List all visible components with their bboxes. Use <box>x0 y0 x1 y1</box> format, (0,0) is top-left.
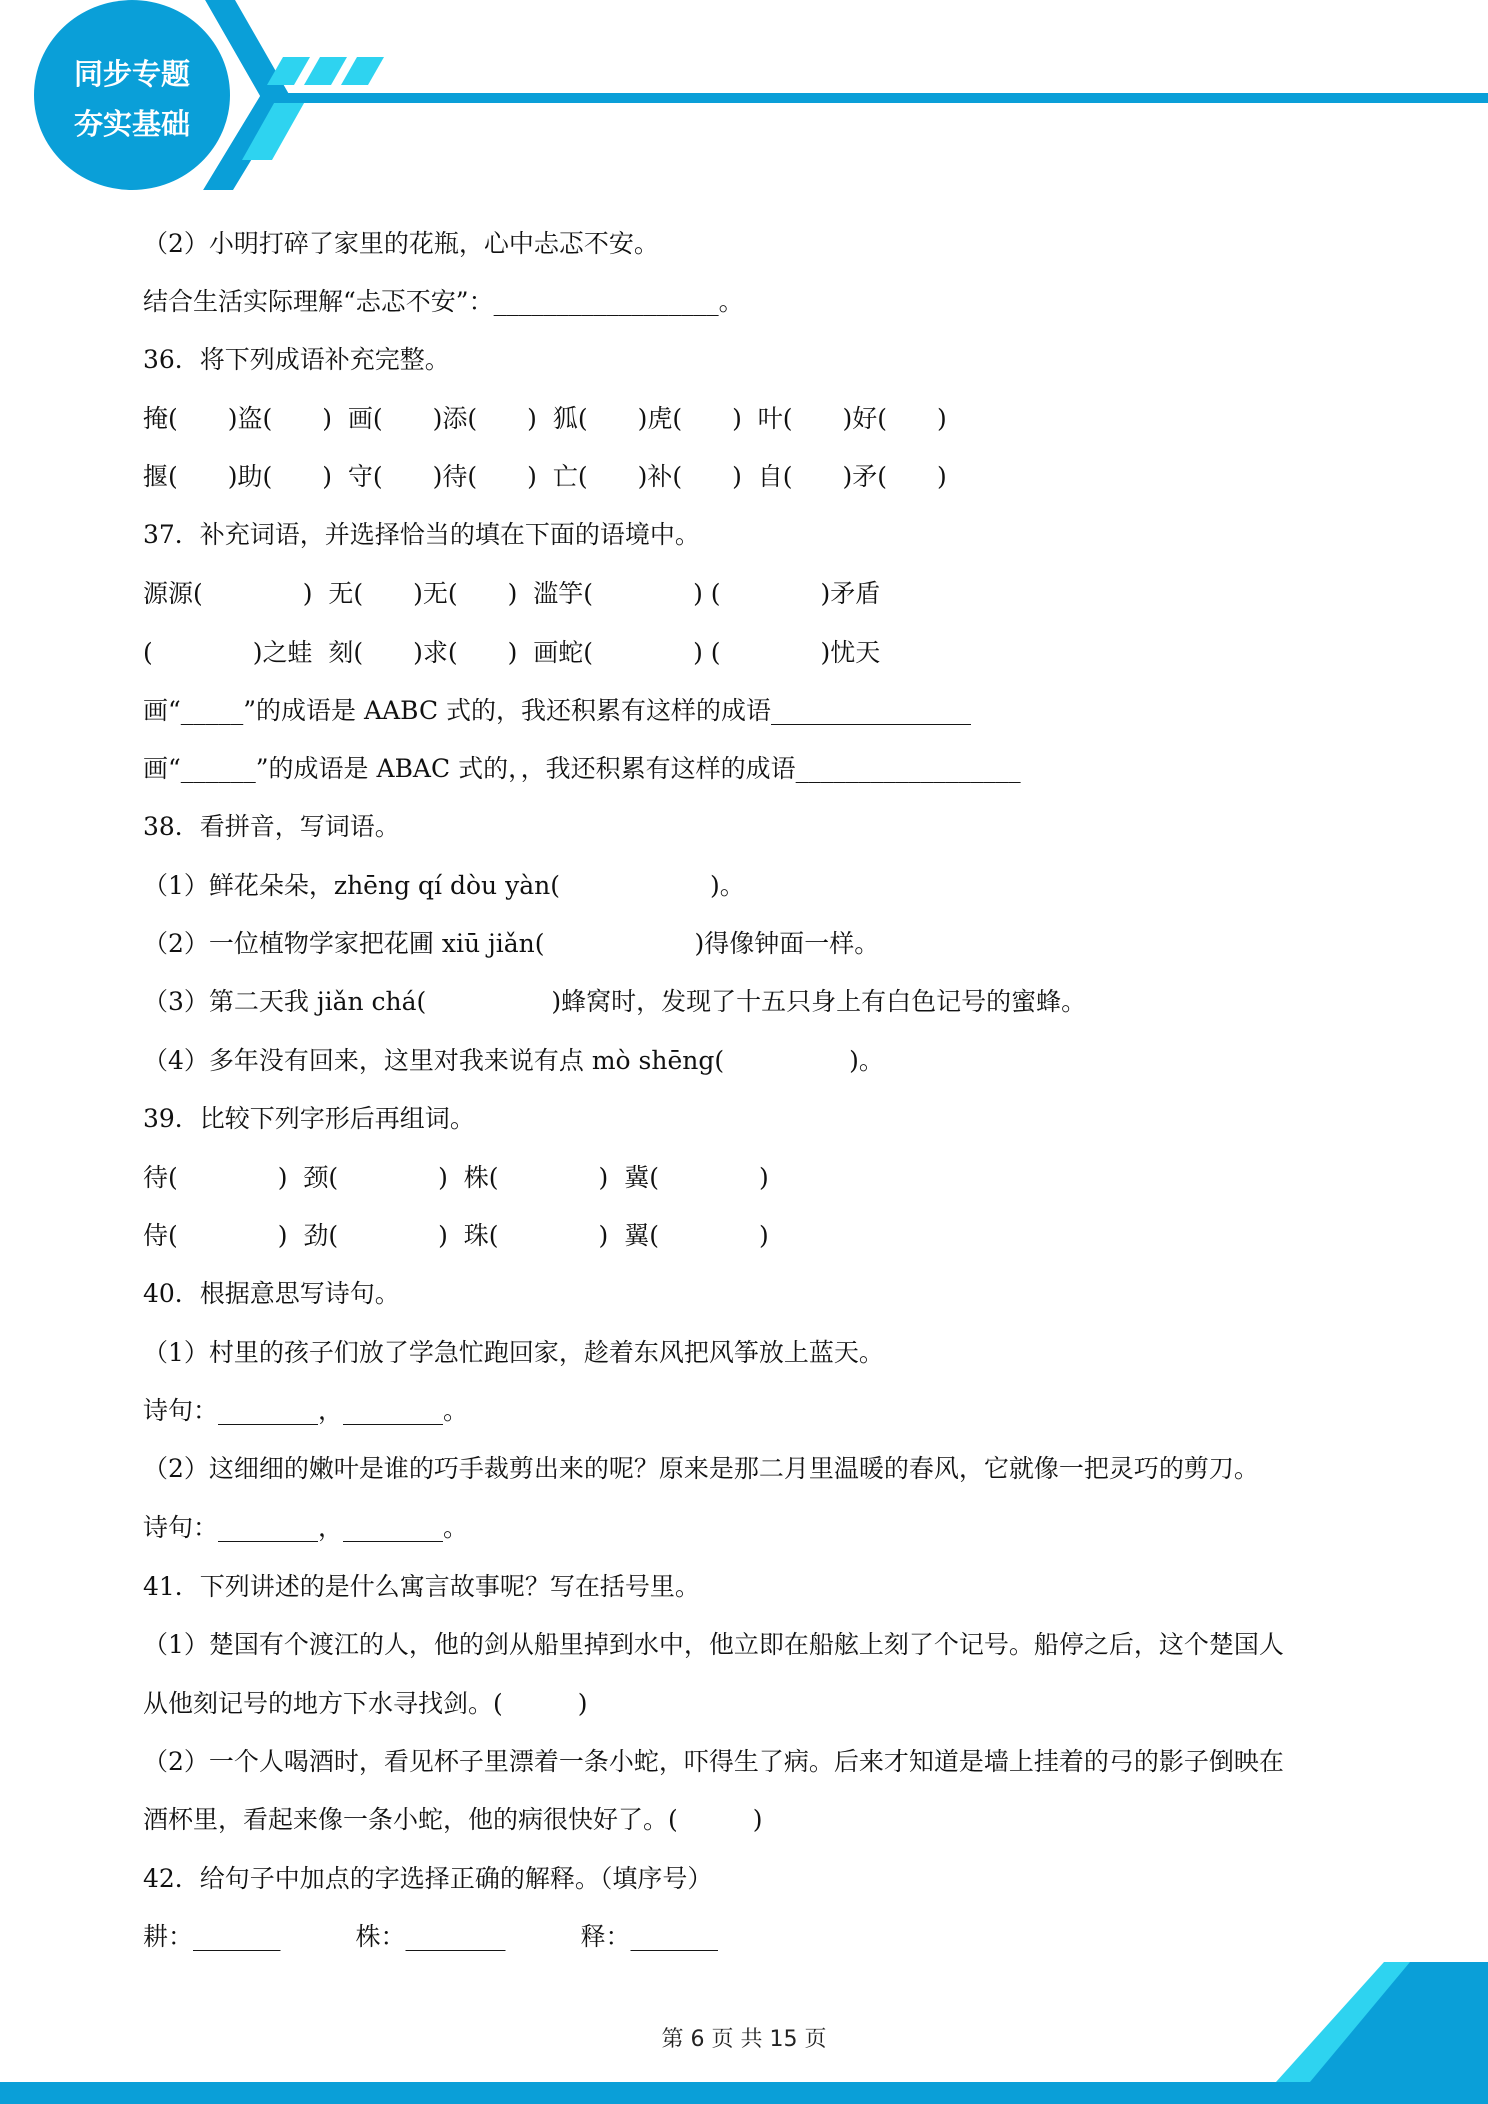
question-heading: 36．将下列成语补充完整。 <box>143 345 450 374</box>
text-line: 源源( ) 无( )无( ) 滥竽( ) ( )矛盾 <box>143 579 881 608</box>
text-line: （2）这细细的嫩叶是谁的巧手裁剪出来的呢？原来是那二月里温暖的春风，它就像一把灵巧的剪刀。 <box>143 1454 1259 1483</box>
text-line: （1）鲜花朵朵，zhēng qí dòu yàn( )。 <box>143 871 745 900</box>
text-line: 揠( )助( ) 守( )待( ) 亡( )补( ) 自( )矛( ) <box>143 462 947 491</box>
text-line: 酒杯里，看起来像一条小蛇，他的病很快好了。( ) <box>143 1805 763 1834</box>
text-line: （4）多年没有回来，这里对我来说有点 mò shēng( )。 <box>143 1046 884 1075</box>
badge-line-2: 夯实基础 <box>73 107 190 141</box>
text-line: 诗句：________，________。 <box>143 1396 469 1425</box>
text-line: 掩( )盗( ) 画( )添( ) 狐( )虎( ) 叶( )好( ) <box>143 404 947 433</box>
question-heading: 42．给句子中加点的字选择正确的解释。（填序号） <box>143 1864 713 1893</box>
badge-line-1: 同步专题 <box>73 57 190 91</box>
text-line: （2）一位植物学家把花圃 xiū jiǎn( )得像钟面一样。 <box>143 929 880 958</box>
question-heading: 40．根据意思写诗句。 <box>143 1279 400 1308</box>
text-line: 从他刻记号的地方下水寻找剑。( ) <box>143 1689 588 1718</box>
text-line: 结合生活实际理解“忐忑不安”：__________________。 <box>143 287 744 316</box>
question-heading: 37．补充词语，并选择恰当的填在下面的语境中。 <box>143 520 700 549</box>
text-line: 耕：_______ 株：________ 释：_______ <box>143 1922 719 1951</box>
text-line: （1）村里的孩子们放了学急忙跑回家，趁着东风把风筝放上蓝天。 <box>143 1338 884 1367</box>
text-line: （2）小明打碎了家里的花瓶，心中忐忑不安。 <box>143 229 659 258</box>
text-line: （2）一个人喝酒时，看见杯子里漂着一条小蛇，吓得生了病。后来才知道是墙上挂着的弓的影子倒映在 <box>143 1747 1284 1776</box>
text-line: 侍( ) 劲( ) 珠( ) 翼( ) <box>143 1221 769 1250</box>
text-line: 待( ) 颈( ) 株( ) 冀( ) <box>143 1163 769 1192</box>
question-heading: 41．下列讲述的是什么寓言故事呢？写在括号里。 <box>143 1572 700 1601</box>
question-heading: 39．比较下列字形后再组词。 <box>143 1104 475 1133</box>
text-line: （1）楚国有个渡江的人，他的剑从船里掉到水中，他立即在船舷上刻了个记号。船停之后，这个楚国人 <box>143 1630 1284 1659</box>
text-line: ( )之蛙 刻( )求( ) 画蛇( ) ( )忧天 <box>143 638 881 667</box>
text-line: 画“_____”的成语是 AABC 式的，我还积累有这样的成语________________ <box>143 696 972 725</box>
page-number: 第 6 页 共 15 页 <box>661 2027 827 2052</box>
text-line: 诗句：________，________。 <box>143 1513 469 1542</box>
header-badge <box>34 0 230 190</box>
text-line: 画“______”的成语是 ABAC 式的，，我还积累有这样的成语__________________ <box>143 754 1021 783</box>
question-heading: 38．看拼音，写词语。 <box>143 812 400 841</box>
text-line: （3）第二天我 jiǎn chá( )蜂窝时，发现了十五只身上有白色记号的蜜蜂。 <box>143 987 1087 1016</box>
